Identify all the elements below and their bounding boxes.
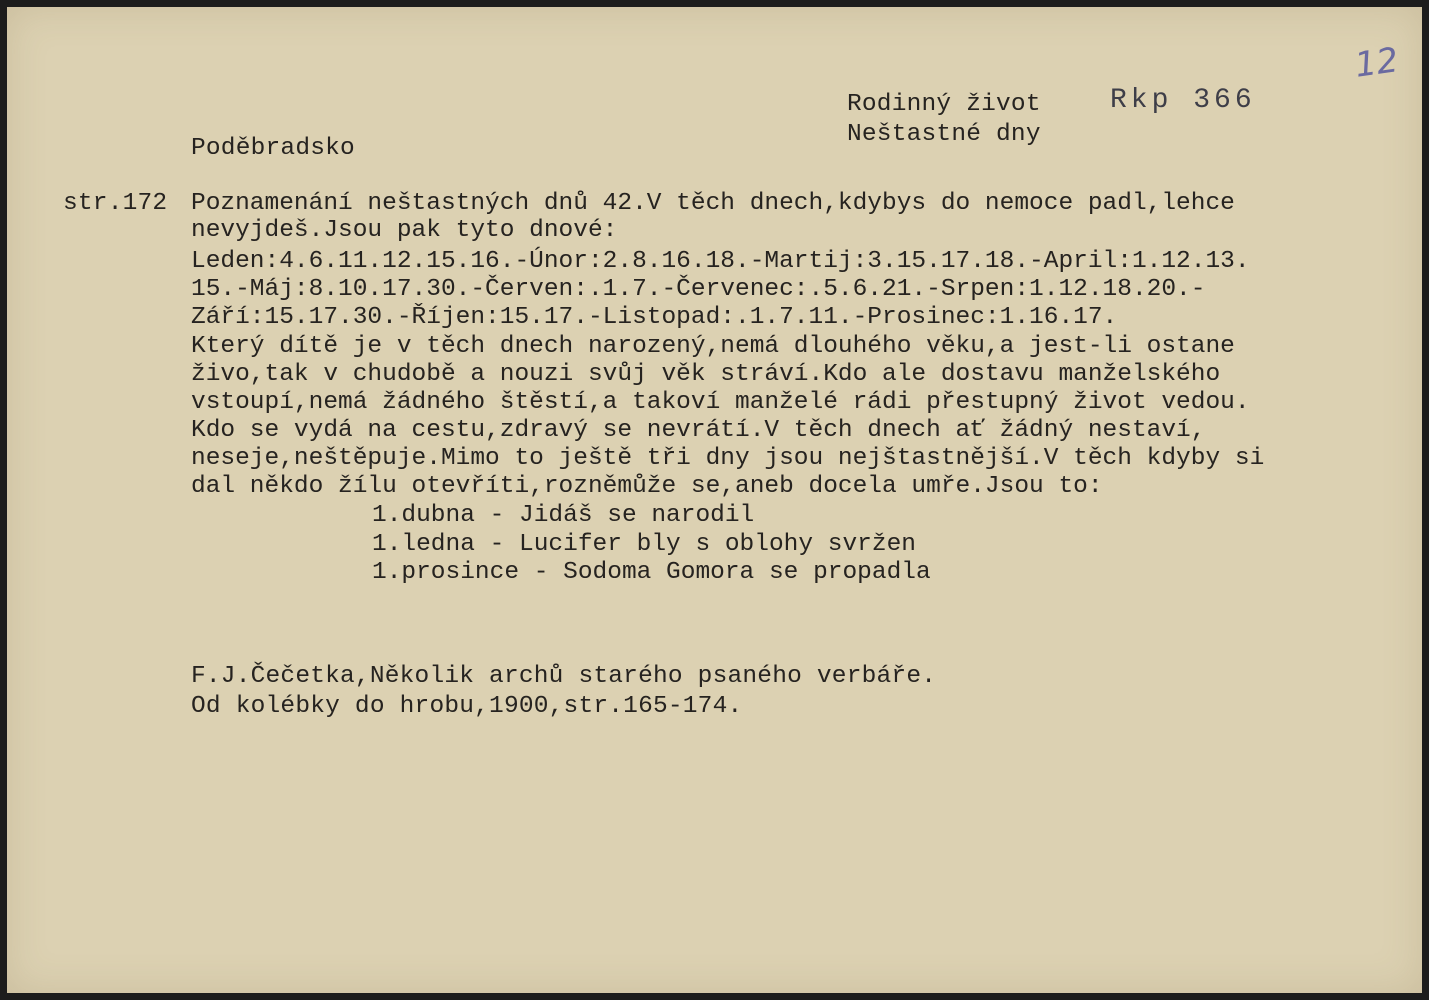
page-reference: str.172	[63, 190, 168, 217]
entry-line: živo,tak v chudobě a nouzi svůj věk stráví.Kdo ale dostavu manželského	[191, 361, 1221, 388]
entry-line: neseje,neštěpuje.Mimo to ještě tři dny jsou nejštastnější.V těch kdyby si	[191, 445, 1265, 472]
list-item: 1.prosince - Sodoma Gomora se propadla	[372, 559, 931, 586]
entry-line: dal někdo žílu otevříti,rozněmůže se,aneb docela umře.Jsou to:	[191, 473, 1103, 500]
index-card	[7, 7, 1422, 993]
entry-line: Kdo se vydá na cestu,zdravý se nevrátí.V těch dnech ať žádný nestaví,	[191, 417, 1206, 444]
entry-line: Září:15.17.30.-Říjen:15.17.-Listopad:.1.7.11.-Prosinec:1.16.17.	[191, 304, 1118, 331]
category-line-1: Rodinný život	[847, 91, 1041, 118]
region-heading: Poděbradsko	[191, 135, 355, 162]
entry-line: 15.-Máj:8.10.17.30.-Červen:.1.7.-Červenec:.5.6.21.-Srpen:1.12.18.20.-	[191, 276, 1206, 303]
source-citation-line-2: Od kolébky do hrobu,1900,str.165-174.	[191, 693, 743, 720]
manuscript-reference: Rkp 366	[1110, 85, 1256, 116]
entry-line: Který dítě je v těch dnech narozený,nemá dlouhého věku,a jest-li ostane	[191, 333, 1235, 360]
source-citation-line-1: F.J.Čečetka,Několik archů starého psaného verbáře.	[191, 663, 937, 690]
entry-line: Leden:4.6.11.12.15.16.-Únor:2.8.16.18.-Martij:3.15.17.18.-April:1.12.13.	[191, 248, 1250, 275]
category-line-2: Neštastné dny	[847, 121, 1041, 148]
list-item: 1.ledna - Lucifer bly s oblohy svržen	[372, 531, 916, 558]
list-item: 1.dubna - Jidáš se narodil	[372, 502, 755, 529]
entry-line: Poznamenání neštastných dnů 42.V těch dnech,kdybys do nemoce padl,lehce	[191, 190, 1235, 217]
entry-line: nevyjdeš.Jsou pak tyto dnové:	[191, 217, 618, 244]
entry-line: vstoupí,nemá žádného štěstí,a takoví manželé rádi přestupný život vedou.	[191, 389, 1250, 416]
page-number-handwritten: 12	[1352, 40, 1401, 86]
